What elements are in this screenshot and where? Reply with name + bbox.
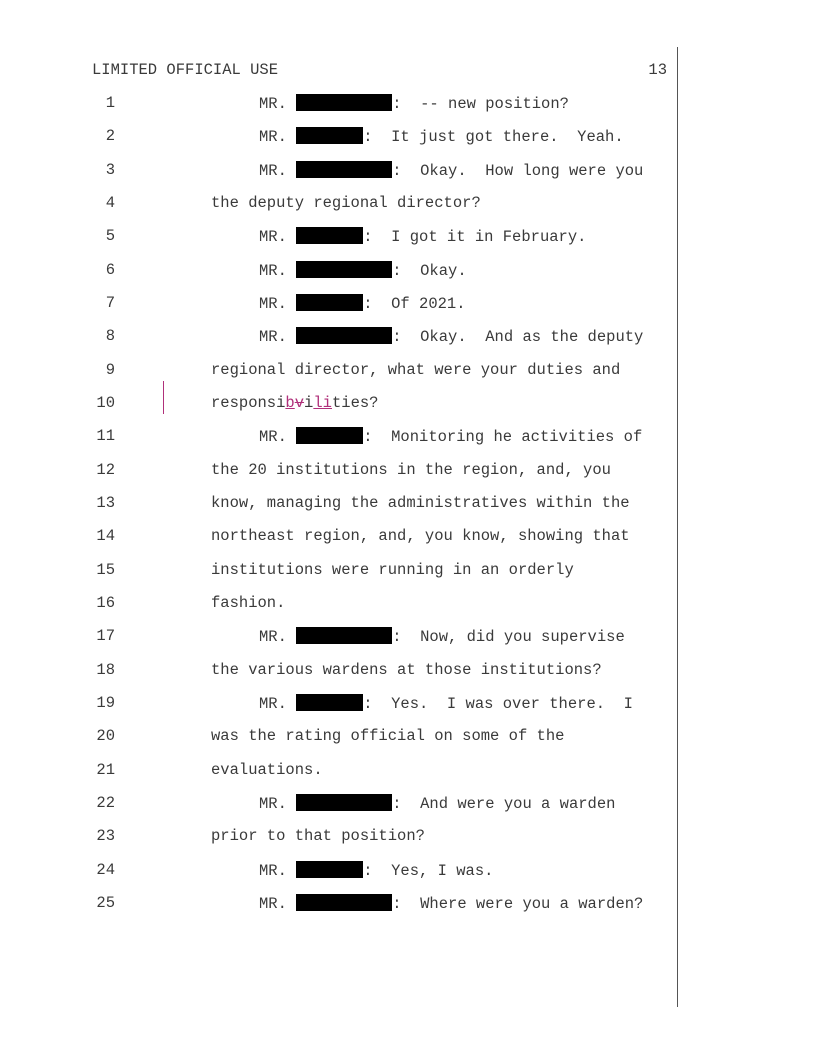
speech-text: : Where were you a warden? bbox=[392, 895, 644, 913]
transcript-line bbox=[0, 94, 816, 114]
redaction-box bbox=[296, 627, 392, 644]
line-number: 13 bbox=[96, 494, 115, 512]
speaker-label: MR. bbox=[259, 895, 287, 913]
line-number: 15 bbox=[96, 561, 115, 579]
speaker-label: MR. bbox=[259, 862, 287, 880]
speech-text: : It just got there. Yeah. bbox=[363, 128, 624, 146]
deleted-text: v bbox=[294, 394, 305, 412]
line-number: 22 bbox=[96, 794, 115, 812]
transcript-line bbox=[0, 594, 816, 614]
line-number: 25 bbox=[96, 894, 115, 912]
line-text: prior to that position? bbox=[211, 827, 425, 845]
line-number: 17 bbox=[96, 627, 115, 645]
line-text: the deputy regional director? bbox=[211, 194, 481, 212]
line-text bbox=[259, 694, 633, 713]
transcript-line bbox=[0, 527, 816, 547]
text-run: ties? bbox=[331, 394, 379, 412]
speech-text: : Monitoring he activities of bbox=[363, 428, 643, 446]
line-text bbox=[259, 894, 643, 913]
line-text bbox=[259, 227, 586, 246]
speaker-label: MR. bbox=[259, 328, 287, 346]
line-number: 8 bbox=[105, 327, 115, 345]
line-number: 18 bbox=[96, 661, 115, 679]
page-number: 13 bbox=[648, 61, 667, 79]
speech-text: : Okay. How long were you bbox=[392, 162, 644, 180]
transcript-line bbox=[0, 127, 816, 147]
speaker-label: MR. bbox=[259, 295, 287, 313]
transcript-line bbox=[0, 661, 816, 681]
redaction-box bbox=[296, 161, 392, 178]
redaction-box bbox=[296, 427, 363, 444]
transcript-line bbox=[0, 727, 816, 747]
redaction-box bbox=[296, 261, 392, 278]
speech-text: : Yes, I was. bbox=[363, 862, 494, 880]
text-run: responsi bbox=[211, 394, 286, 412]
transcript-line bbox=[0, 394, 816, 414]
redaction-box bbox=[296, 127, 363, 144]
speaker-label: MR. bbox=[259, 162, 287, 180]
line-number: 4 bbox=[105, 194, 115, 212]
transcript-line bbox=[0, 494, 816, 514]
transcript-line bbox=[0, 894, 816, 914]
line-text bbox=[259, 294, 466, 313]
inserted-text: b bbox=[285, 394, 295, 412]
line-text bbox=[259, 261, 467, 280]
speaker-label: MR. bbox=[259, 228, 287, 246]
speaker-label: MR. bbox=[259, 128, 287, 146]
line-text bbox=[259, 627, 625, 646]
inserted-text: li bbox=[313, 394, 332, 412]
speech-text: : Okay. bbox=[392, 262, 467, 280]
speech-text: : -- new position? bbox=[392, 95, 569, 113]
speaker-label: MR. bbox=[259, 95, 287, 113]
transcript-line bbox=[0, 694, 816, 714]
transcript-line bbox=[0, 794, 816, 814]
speech-text: : Now, did you supervise bbox=[392, 628, 625, 646]
speaker-label: MR. bbox=[259, 628, 287, 646]
line-text-tracked-change bbox=[211, 394, 378, 412]
redaction-box bbox=[296, 227, 363, 244]
line-text bbox=[259, 861, 493, 880]
line-text bbox=[259, 161, 643, 180]
speech-text: : Yes. I was over there. I bbox=[363, 695, 633, 713]
line-number: 3 bbox=[105, 161, 115, 179]
speaker-label: MR. bbox=[259, 262, 287, 280]
line-text: was the rating official on some of the bbox=[211, 727, 565, 745]
line-text: the 20 institutions in the region, and, you bbox=[211, 461, 611, 479]
line-number: 10 bbox=[96, 394, 115, 412]
transcript-line bbox=[0, 827, 816, 847]
transcript-line bbox=[0, 427, 816, 447]
redaction-box bbox=[296, 794, 392, 811]
line-text: regional director, what were your duties and bbox=[211, 361, 621, 379]
speech-text: : Okay. And as the deputy bbox=[392, 328, 644, 346]
line-text: fashion. bbox=[211, 594, 286, 612]
line-number: 12 bbox=[96, 461, 115, 479]
line-text: know, managing the administratives within the bbox=[211, 494, 630, 512]
redaction-box bbox=[296, 694, 363, 711]
line-text bbox=[259, 94, 569, 113]
speech-text: : And were you a warden bbox=[392, 795, 616, 813]
line-number: 23 bbox=[96, 827, 115, 845]
redaction-box bbox=[296, 294, 363, 311]
line-text: northeast region, and, you know, showing that bbox=[211, 527, 630, 545]
line-text: the various wardens at those institutions? bbox=[211, 661, 602, 679]
line-number: 6 bbox=[105, 261, 115, 279]
line-text bbox=[259, 327, 643, 346]
transcript-line bbox=[0, 861, 816, 881]
speaker-label: MR. bbox=[259, 695, 287, 713]
text-run: i bbox=[304, 394, 314, 412]
transcript-line bbox=[0, 294, 816, 314]
line-text: institutions were running in an orderly bbox=[211, 561, 574, 579]
classification-header: LIMITED OFFICIAL USE bbox=[92, 61, 279, 79]
line-text bbox=[259, 127, 624, 146]
redaction-box bbox=[296, 861, 363, 878]
line-number: 19 bbox=[96, 694, 115, 712]
line-number: 16 bbox=[96, 594, 115, 612]
transcript-line bbox=[0, 227, 816, 247]
line-number: 24 bbox=[96, 861, 115, 879]
transcript-line bbox=[0, 361, 816, 381]
speech-text: : Of 2021. bbox=[363, 295, 466, 313]
line-text: evaluations. bbox=[211, 761, 323, 779]
line-number: 11 bbox=[96, 427, 115, 445]
line-number: 5 bbox=[105, 227, 115, 245]
line-number: 14 bbox=[96, 527, 115, 545]
line-number: 1 bbox=[105, 94, 115, 112]
redaction-box bbox=[296, 94, 392, 111]
line-number: 9 bbox=[105, 361, 115, 379]
redaction-box bbox=[296, 894, 392, 911]
speech-text: : I got it in February. bbox=[363, 228, 587, 246]
transcript-line bbox=[0, 161, 816, 181]
transcript-line bbox=[0, 327, 816, 347]
line-number: 21 bbox=[96, 761, 115, 779]
redaction-box bbox=[296, 327, 392, 344]
line-number: 20 bbox=[96, 727, 115, 745]
speaker-label: MR. bbox=[259, 428, 287, 446]
transcript-line bbox=[0, 561, 816, 581]
line-number: 7 bbox=[105, 294, 115, 312]
transcript-line bbox=[0, 194, 816, 214]
line-text bbox=[259, 794, 615, 813]
line-text bbox=[259, 427, 642, 446]
line-number: 2 bbox=[105, 127, 115, 145]
speaker-label: MR. bbox=[259, 795, 287, 813]
transcript-line bbox=[0, 761, 816, 781]
transcript-line bbox=[0, 461, 816, 481]
transcript-line bbox=[0, 261, 816, 281]
transcript-line bbox=[0, 627, 816, 647]
